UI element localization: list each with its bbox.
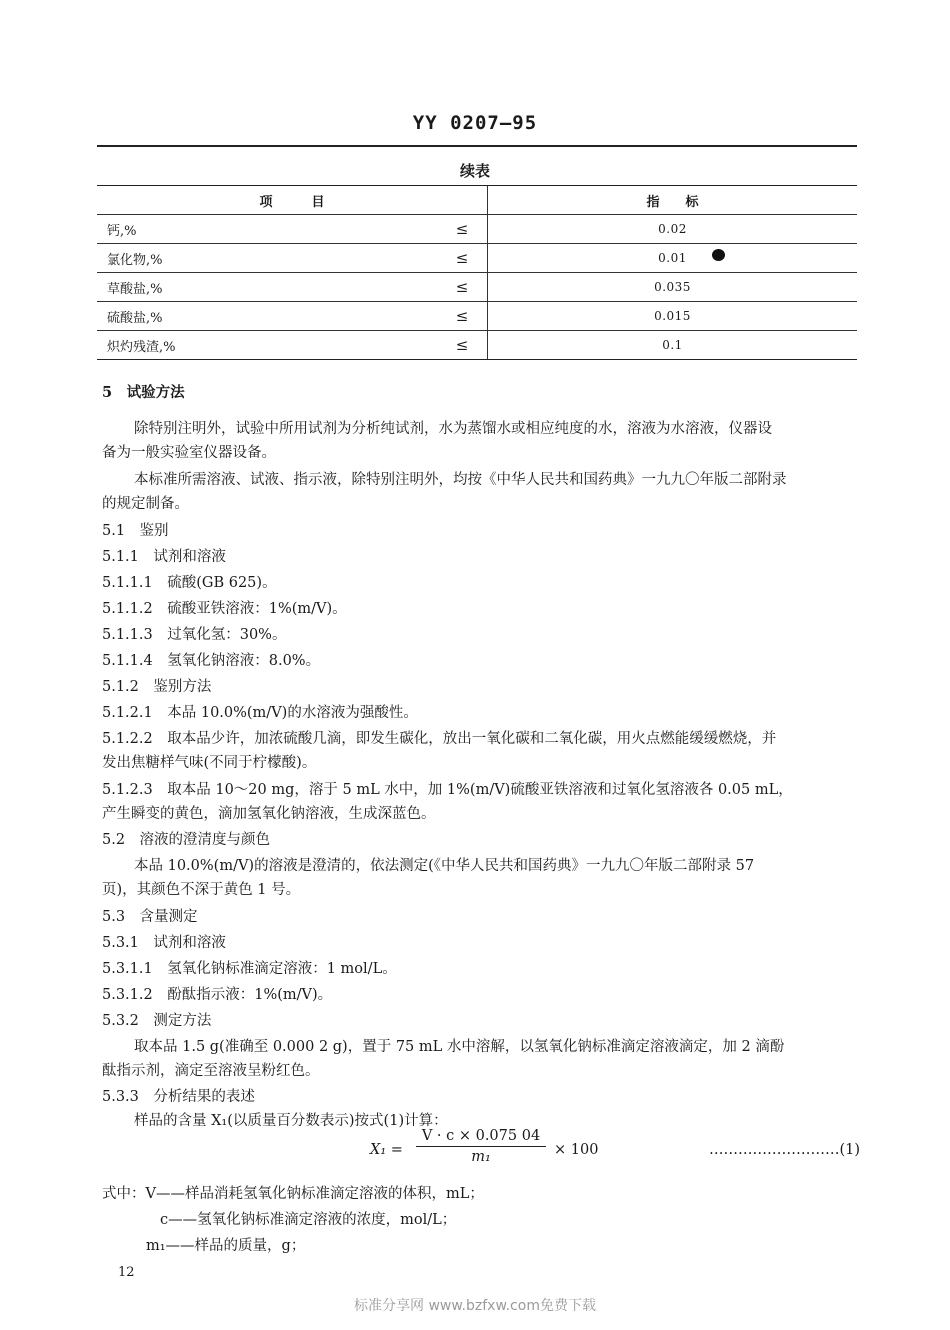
paragraph-general-2: 本标准所需溶液、试液、指示液，除特别注明外，均按《中华人民共和国药典》一九九〇年版二部附录	[134, 472, 787, 488]
row-value: 0.015	[488, 302, 858, 331]
equation-number: ………………………(1)	[708, 1142, 860, 1158]
clause-5-1-1-3: 5.1.1.3 过氧化氢：30%。	[102, 627, 287, 643]
section-5-3-3-heading: 5.3.3 分析结果的表述	[102, 1089, 255, 1105]
table-row	[97, 215, 857, 244]
clause-5-3-1-1: 5.3.1.1 氢氧化钠标准滴定溶液：1 mol/L。	[102, 961, 397, 977]
formula-numerator: V · c × 0.075 04	[416, 1128, 546, 1147]
section-5-1-1-heading: 5.1.1 试剂和溶液	[102, 549, 226, 565]
clause-5-1-2-2: 5.1.2.2 取本品少许，加浓硫酸几滴，即发生碳化，放出一氧化碳和二氧化碳，用火点燃能缓缓燃烧，并	[102, 731, 777, 747]
clause-5-3-1-2: 5.3.1.2 酚酞指示液：1%(m/V)。	[102, 987, 333, 1003]
section-5-1-2-heading: 5.1.2 鉴别方法	[102, 679, 212, 695]
row-operator: ≤	[437, 244, 488, 273]
formula-fraction	[416, 1128, 546, 1165]
table-row	[97, 273, 857, 302]
row-operator: ≤	[437, 215, 488, 244]
section-5-3-heading: 5.3 含量测定	[102, 909, 198, 925]
row-item: 钙,%	[97, 215, 437, 244]
row-value: 0.02	[488, 215, 858, 244]
paragraph-general-2-cont: 的规定制备。	[102, 496, 189, 512]
section-5-1-heading: 5.1 鉴别	[102, 523, 169, 539]
col-header-spec: 指 标	[488, 186, 858, 215]
where-clause-c: c——氢氧化钠标准滴定溶液的浓度，mol/L；	[160, 1212, 457, 1228]
paragraph-general-1: 除特别注明外，试验中所用试剂为分析纯试剂，水为蒸馏水或相应纯度的水，溶液为水溶液，仪器设	[134, 421, 772, 437]
table-header-row	[97, 186, 857, 215]
formula-multiplier: × 100	[554, 1142, 599, 1158]
clause-5-1-2-3-cont: 产生瞬变的黄色，滴加氢氧化钠溶液，生成深蓝色。	[102, 806, 436, 822]
table-caption: 续表	[459, 162, 490, 180]
clause-5-1-1-2: 5.1.1.2 硫酸亚铁溶液：1%(m/V)。	[102, 601, 347, 617]
section-5-3-2-heading: 5.3.2 测定方法	[102, 1013, 212, 1029]
section-5-heading: 5 试验方法	[102, 384, 185, 401]
clause-5-1-2-3: 5.1.2.3 取本品 10～20 mg，溶于 5 mL 水中，加 1%(m/V)硫酸亚铁溶液和过氧化氢溶液各 0.05 mL，	[102, 782, 793, 798]
table-row	[97, 302, 857, 331]
row-operator: ≤	[437, 302, 488, 331]
paragraph-5-3-2-cont: 酞指示剂，滴定至溶液呈粉红色。	[102, 1063, 320, 1079]
paragraph-5-2-cont: 页)，其颜色不深于黄色 1 号。	[102, 882, 301, 898]
row-operator: ≤	[437, 331, 488, 360]
formula-denominator: m₁	[471, 1149, 491, 1165]
ink-blot	[712, 249, 725, 261]
spec-table	[97, 185, 857, 360]
row-item: 炽灼残渣,%	[97, 331, 437, 360]
col-header-item: 项 目	[97, 186, 488, 215]
page-number: 12	[118, 1265, 135, 1280]
paragraph-5-2: 本品 10.0%(m/V)的溶液是澄清的，依法测定(《中华人民共和国药典》一九九〇年版二部附录 57	[134, 858, 755, 874]
watermark: 标准分享网 www.bzfxw.com免费下载	[354, 1298, 596, 1314]
clause-5-1-1-1: 5.1.1.1 硫酸(GB 625)。	[102, 575, 277, 591]
table-row	[97, 244, 857, 273]
clause-5-1-2-1: 5.1.2.1 本品 10.0%(m/V)的水溶液为强酸性。	[102, 705, 418, 721]
header-rule	[97, 145, 857, 147]
row-value: 0.01	[488, 244, 858, 273]
row-item: 氯化物,%	[97, 244, 437, 273]
where-clause-m1: m₁——样品的质量，g；	[146, 1238, 306, 1254]
formula-lhs: X₁ =	[370, 1142, 403, 1158]
section-5-3-1-heading: 5.3.1 试剂和溶液	[102, 935, 226, 951]
paragraph-general-1-cont: 备为一般实验室仪器设备。	[102, 445, 276, 461]
table-row	[97, 331, 857, 360]
row-value: 0.1	[488, 331, 858, 360]
paragraph-5-3-3: 样品的含量 X₁(以质量百分数表示)按式(1)计算：	[134, 1113, 448, 1129]
standard-code-header: YY 0207—95	[412, 112, 538, 134]
row-item: 硫酸盐,%	[97, 302, 437, 331]
section-5-2-heading: 5.2 溶液的澄清度与颜色	[102, 832, 271, 848]
paragraph-5-3-2: 取本品 1.5 g(准确至 0.000 2 g)，置于 75 mL 水中溶解，以氢氧化钠标准滴定溶液滴定，加 2 滴酚	[134, 1039, 785, 1055]
clause-5-1-1-4: 5.1.1.4 氢氧化钠溶液：8.0%。	[102, 653, 321, 669]
where-clause-v: 式中：V——样品消耗氢氧化钠标准滴定溶液的体积，mL；	[102, 1186, 484, 1202]
row-item: 草酸盐,%	[97, 273, 437, 302]
clause-5-1-2-2-cont: 发出焦糖样气味(不同于柠檬酸)。	[102, 755, 317, 771]
row-value: 0.035	[488, 273, 858, 302]
row-operator: ≤	[437, 273, 488, 302]
